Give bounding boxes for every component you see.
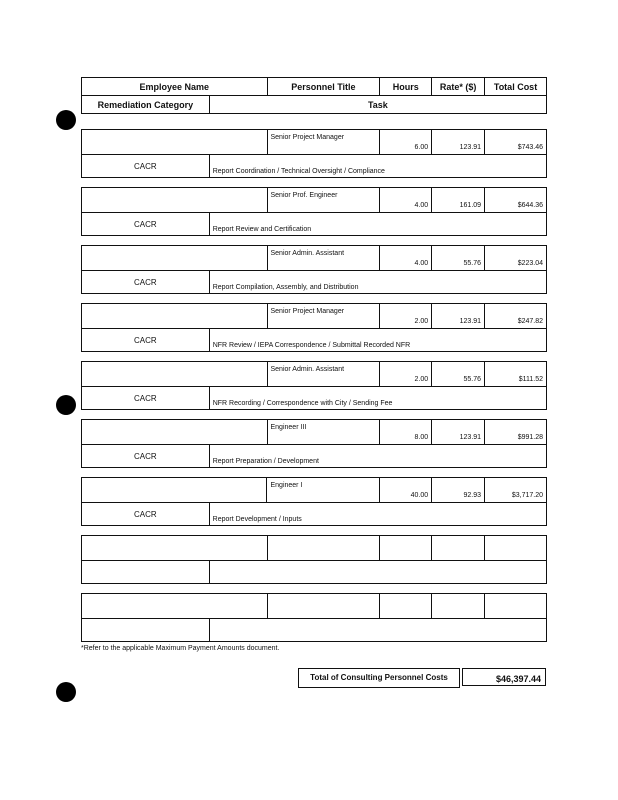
task: Report Review and Certification bbox=[209, 213, 546, 236]
total-cost: $223.04 bbox=[485, 246, 547, 271]
personnel-entry bbox=[81, 129, 547, 178]
total-cost: $743.46 bbox=[485, 130, 547, 155]
header-table bbox=[81, 77, 547, 114]
total-value: $46,397.44 bbox=[462, 668, 546, 686]
personnel-title bbox=[267, 536, 380, 561]
remediation-category: CACR bbox=[82, 213, 210, 236]
total-cost: $991.28 bbox=[485, 420, 547, 445]
hours: 4.00 bbox=[380, 188, 432, 213]
header-category: Remediation Category bbox=[82, 96, 210, 114]
personnel-title: Engineer III bbox=[267, 420, 380, 445]
hours: 6.00 bbox=[380, 130, 432, 155]
rate: 92.93 bbox=[432, 478, 485, 503]
personnel-entry bbox=[81, 245, 547, 294]
remediation-category: CACR bbox=[82, 271, 210, 294]
header-hours: Hours bbox=[380, 78, 432, 96]
remediation-category bbox=[82, 619, 210, 642]
header-total-cost: Total Cost bbox=[485, 78, 547, 96]
employee-name-cell bbox=[82, 304, 268, 329]
total-cost: $644.36 bbox=[485, 188, 547, 213]
total-cost: $247.82 bbox=[485, 304, 547, 329]
personnel-title: Senior Admin. Assistant bbox=[267, 246, 380, 271]
task: NFR Recording / Correspondence with City / Sending Fee bbox=[209, 387, 546, 410]
employee-name-cell bbox=[82, 362, 268, 387]
personnel-title: Engineer I bbox=[267, 478, 380, 503]
personnel-title: Senior Prof. Engineer bbox=[267, 188, 380, 213]
personnel-entry bbox=[81, 303, 547, 352]
hours: 8.00 bbox=[380, 420, 432, 445]
employee-name-cell bbox=[82, 130, 268, 155]
employee-name-cell bbox=[82, 188, 268, 213]
punch-hole bbox=[56, 682, 76, 702]
employee-name-cell bbox=[82, 478, 267, 503]
hours bbox=[380, 594, 432, 619]
footnote: *Refer to the applicable Maximum Payment Amounts document. bbox=[81, 645, 280, 652]
task bbox=[209, 619, 546, 642]
punch-hole bbox=[56, 110, 76, 130]
remediation-category: CACR bbox=[82, 329, 210, 352]
rate bbox=[432, 594, 485, 619]
hours: 40.00 bbox=[380, 478, 432, 503]
employee-name-cell bbox=[82, 420, 268, 445]
task: NFR Review / IEPA Correspondence / Submittal Recorded NFR bbox=[209, 329, 546, 352]
rate bbox=[432, 536, 485, 561]
task: Report Preparation / Development bbox=[209, 445, 546, 468]
rate: 55.76 bbox=[432, 246, 485, 271]
employee-name-cell bbox=[82, 594, 268, 619]
total-cost: $111.52 bbox=[485, 362, 547, 387]
hours: 2.00 bbox=[380, 362, 432, 387]
personnel-entry bbox=[81, 593, 547, 642]
header-employee-name: Employee Name bbox=[82, 78, 268, 96]
personnel-entry bbox=[81, 187, 547, 236]
personnel-title bbox=[267, 594, 380, 619]
remediation-category bbox=[82, 561, 210, 584]
rate: 123.91 bbox=[432, 420, 485, 445]
employee-name-cell bbox=[82, 246, 268, 271]
remediation-category: CACR bbox=[82, 155, 210, 178]
header-task: Task bbox=[209, 96, 546, 114]
task: Report Coordination / Technical Oversight / Compliance bbox=[209, 155, 546, 178]
rate: 55.76 bbox=[432, 362, 485, 387]
remediation-category: CACR bbox=[82, 387, 210, 410]
personnel-title: Senior Project Manager bbox=[267, 130, 380, 155]
header-personnel-title: Personnel Title bbox=[267, 78, 380, 96]
personnel-entry bbox=[81, 535, 547, 584]
hours: 2.00 bbox=[380, 304, 432, 329]
total-cost bbox=[485, 536, 547, 561]
rate: 161.09 bbox=[432, 188, 485, 213]
personnel-entry bbox=[81, 419, 547, 468]
header-rate: Rate* ($) bbox=[432, 78, 485, 96]
personnel-entry bbox=[81, 477, 547, 526]
employee-name-cell bbox=[82, 536, 268, 561]
remediation-category: CACR bbox=[82, 445, 210, 468]
remediation-category: CACR bbox=[82, 503, 210, 526]
rate: 123.91 bbox=[432, 130, 485, 155]
punch-hole bbox=[56, 395, 76, 415]
total-cost bbox=[485, 594, 547, 619]
hours: 4.00 bbox=[380, 246, 432, 271]
task bbox=[209, 561, 546, 584]
personnel-title: Senior Admin. Assistant bbox=[267, 362, 380, 387]
task: Report Development / Inputs bbox=[209, 503, 546, 526]
total-label: Total of Consulting Personnel Costs bbox=[298, 668, 460, 688]
personnel-title: Senior Project Manager bbox=[267, 304, 380, 329]
total-cost: $3,717.20 bbox=[485, 478, 547, 503]
personnel-entry bbox=[81, 361, 547, 410]
hours bbox=[380, 536, 432, 561]
rate: 123.91 bbox=[432, 304, 485, 329]
task: Report Compilation, Assembly, and Distribution bbox=[209, 271, 546, 294]
